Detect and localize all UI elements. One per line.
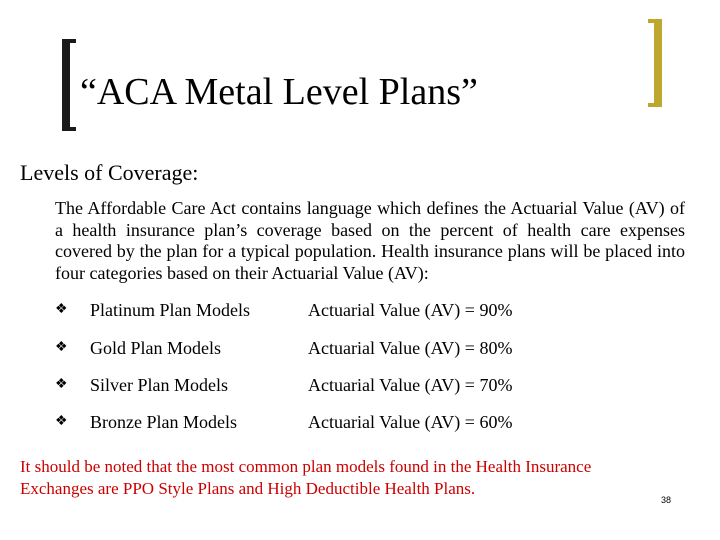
page-number: 38 [661,495,672,505]
bullet-icon: ❖ [55,302,68,317]
bullet-icon: ❖ [55,340,68,355]
plan-name: Gold Plan Models [90,338,222,358]
footnote: It should be noted that the most common plan models found in the Health Insurance Exchanges are PPO Style Plans and High Deductible Health Plans. [20,457,592,498]
plan-name: Bronze Plan Models [90,412,237,432]
left-bracket-decoration [62,39,76,131]
slide-title: “ACA Metal Level Plans” [80,71,478,113]
plan-name: Silver Plan Models [90,375,228,395]
plan-name: Platinum Plan Models [90,300,251,320]
plan-value: Actuarial Value (AV) = 90% [308,300,513,320]
section-heading: Levels of Coverage: [20,160,199,185]
right-bracket-decoration [648,19,662,107]
body-paragraph: The Affordable Care Act contains language which defines the Actuarial Value (AV) of a health insurance plan’s coverage based on the percent of health care expenses covered by the plan for a typical population. Health insurance plans will be placed into four categories based on their Actuarial Value (AV): [55,198,685,283]
plan-value: Actuarial Value (AV) = 70% [308,375,513,395]
plan-value: Actuarial Value (AV) = 80% [308,338,513,358]
plan-value: Actuarial Value (AV) = 60% [308,412,513,432]
bullet-icon: ❖ [55,414,68,429]
bullet-icon: ❖ [55,377,68,392]
